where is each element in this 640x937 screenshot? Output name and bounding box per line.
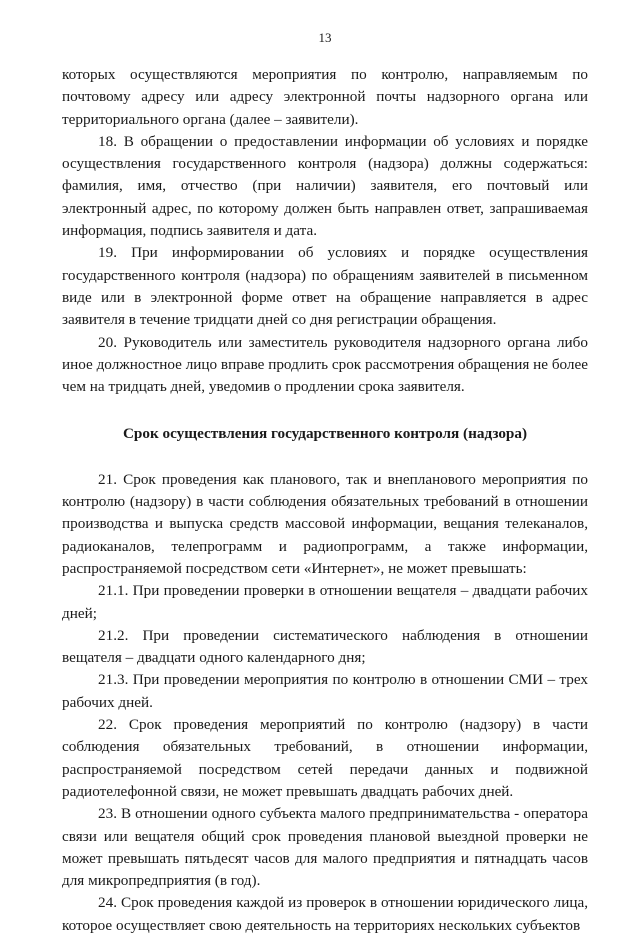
paragraph-21-2: 21.2. При проведении систематического наблюдения в отношении вещателя – двадцати одного календарного дня;	[62, 626, 588, 667]
paragraph-20: 20. Руководитель или заместитель руководителя надзорного органа либо иное должностное лицо вправе продлить срок рассмотрения обращения не более чем на тридцать дней, уведомив о продлении срока заявителя.	[62, 333, 588, 396]
paragraph-21-1: 21.1. При проведении проверки в отношении вещателя – двадцати рабочих дней;	[62, 582, 588, 622]
paragraph-21: 21. Срок проведения как планового, так и внепланового мероприятия по контролю (надзору) в части соблюдения обязательных требований в отношении производства и выпуска средств массовой информации, вещания телеканалов, радиоканалов, телепрограмм и радиопрограмм, а также информации, распространяемой посредством сети «Интернет», не может превышать:	[62, 470, 588, 577]
document-page	[62, 30, 588, 937]
paragraph-19: 19. При информировании об условиях и порядке осуществления государственного контроля (надзора) по обращениям заявителей в письменном виде или в электронной форме ответ на обращение направляется в адрес заявителя в течение тридцати дней со дня регистрации обращения.	[62, 244, 588, 329]
paragraph-22: 22. Срок проведения мероприятий по контролю (надзору) в части соблюдения обязательных требований, в отношении информации, распространяемой посредством сетей передачи данных и подвижной радиотелефонной связи, не может превышать двадцать рабочих дней.	[62, 716, 588, 800]
paragraph-24: 24. Срок проведения каждой из проверок в отношении юридического лица, которое осуществляет свою деятельность на территориях нескольких субъектов	[62, 894, 588, 934]
paragraph-continuation: которых осуществляются мероприятия по контролю, направляемым по почтовому адресу или адресу электронной почты надзорного органа или территориального органа (далее – заявители).	[62, 66, 588, 128]
section-heading: Срок осуществления государственного контроля (надзора)	[122, 425, 528, 443]
paragraph-23: 23. В отношении одного субъекта малого предпринимательства - оператора связи или вещателя общий срок проведения плановой выездной проверки не может превышать пятьдесят часов для малого предприятия и пятнадцать часов для микропредприятия (в год).	[62, 805, 588, 890]
paragraph-18: 18. В обращении о предоставлении информации об условиях и порядке осуществления государственного контроля (надзора) должны содержаться: фамилия, имя, отчество (при наличии) заявителя, его почтовый или электронный адрес, по которому должен быть направлен ответ, запрашиваемая информация, подпись заявителя и дата.	[62, 132, 588, 240]
page-number: 13	[318, 30, 332, 45]
paragraph-21-3: 21.3. При проведении мероприятия по контролю в отношении СМИ – трех рабочих дней.	[62, 671, 588, 711]
